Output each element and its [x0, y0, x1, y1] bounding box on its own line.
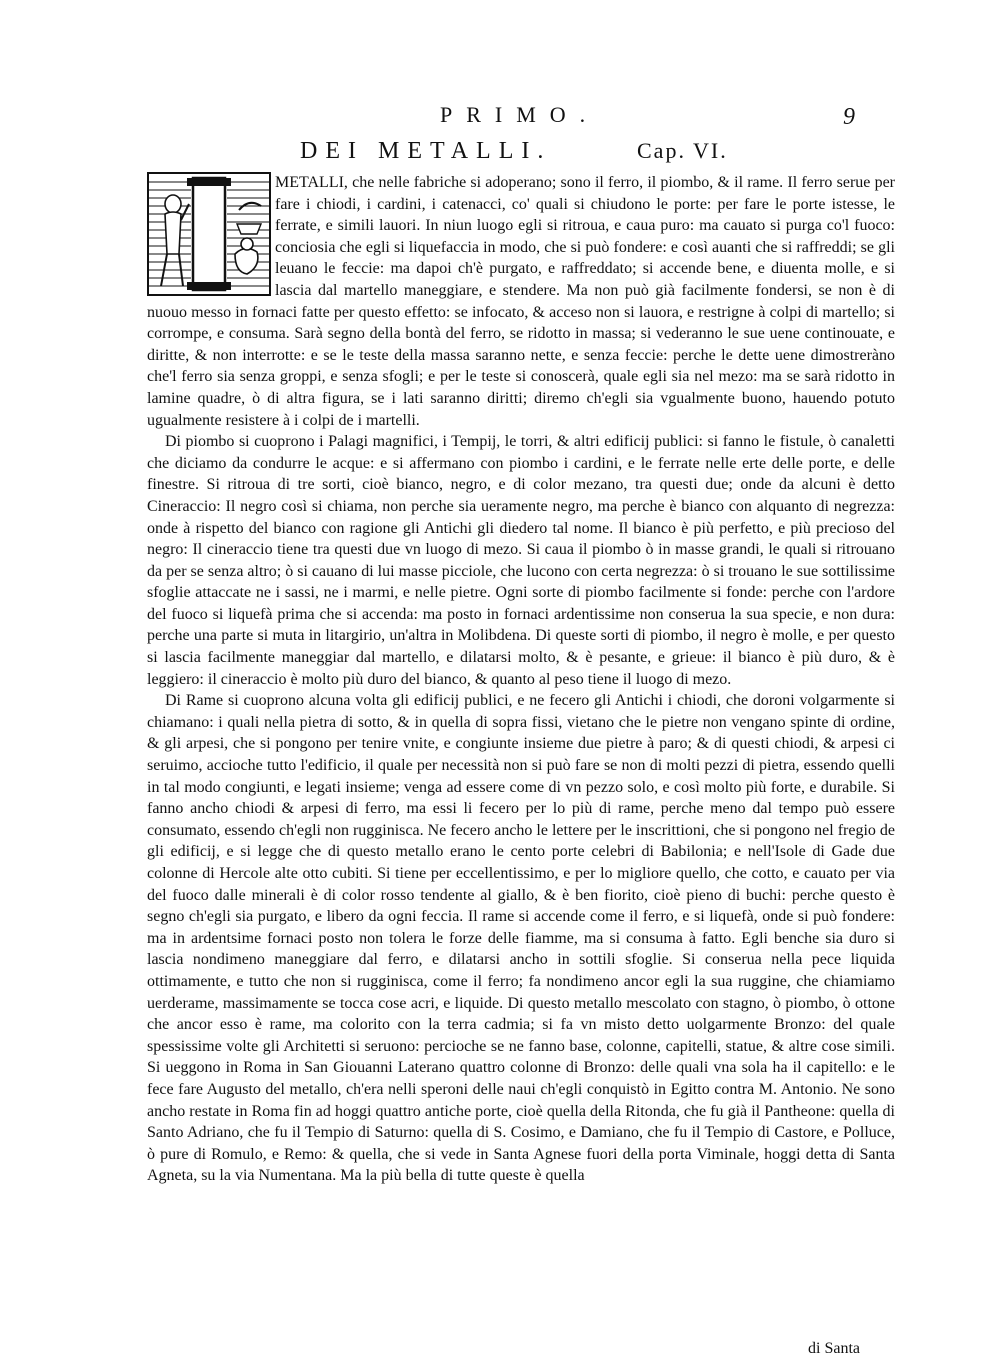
- chapter-number: Cap. VI.: [637, 138, 728, 163]
- main-text: [147, 172, 895, 1187]
- running-head: PRIMO.: [440, 102, 600, 127]
- text-paragraph: Di Rame si cuoprono alcuna volta gli edificij publici, e ne fecero gli Antichi i chiodi, che doroni volgarmente si chiamano: i quali nella pietra di sotto, & in quella di sopra fissi, vietano che le pietre non vengano spinte di ordine, & gli arpesi, che si pongono per tenire vnite, e congiunte insieme due pietre à paro; & di questi chiodi, & arpesi ci seruimo, accioche tutto l'edificio, il quale per necessità non si può fare se non di molti pezzi di pietra, essendo quelli in tal modo congiunti, e legati insieme; venga ad essere come di vn pezzo solo, e così molto più forte, e durabile. Si fanno ancho chiodi & arpesi di ferro, ma essi li fecero per lo più di rame, perche meno dal tempo può essere consumato, essendo ch'egli non rugginisca. Ne fecero ancho le lettere per le inscrittioni, che si pongono nel fregio de gli edificij, e si legge che di questo metallo erano le cento porte celebri di Babilonia; e nell'Isole di Gade due colonne di Hercole alte otto cubiti. Si tiene per eccellentissimo, e per lo migliore quello, che cotto, e cauato per via del fuoco dalle minerali è di color rosso tendente al giallo, & è ben fiorito, cioè pieno di buchi: perche questo è segno ch'egli sia purgato, e libero da ogni feccia. Il rame si accende come il ferro, e si liquefà, onde si può fondere: ma in ardentsime fornaci posto non tolera le forze delle fiamme, ma si consuma à fatto. Egli benche sia duro si lascia nondimeno maneggiare dal ferro, e dilatarsi ancho in sottili sfoglie. Si conserua nella pece liquida ottimamente, e tutto che non si rugginisca, come il ferro; fa nondimeno ancor egli la sua ruggine, che chiamiamo uerderame, massimamente se tocca cose acri, e liquide. Di questo metallo mescolato con stagno, ò piombo, ò ottone che ancor esso è rame, ma colorito con la terra cadmia; si fa vn misto detto uolgarmente Bronzo: del quale spessissime volte gli Architetti si seruono: percioche se ne fanno base, colonne, capitelli, statue, & altre cose simili. Si ueggono in Roma in San Giouanni Laterano quattro colonne di Bronzo: delle quali vna sola ha il capitello: e le fece fare Augusto del metallo, ch'era nelli speroni delle naui ch'egli conquistò in Egitto contra M. Antonio. Ne sono ancho restate in Roma fin ad hoggi quattro antiche porte, cioè quella della Ritonda, che fu già il Pantheone: quella di Santo Adriano, che fu il Tempio di Saturno: quella di S. Cosimo, e Damiano, che fu il Tempio di Castore, e Polluce, ò pure di Romulo, e Remo: & quella, che si vede in Santa Agnese fuori della porta Viminale, hoggi detta di Santa Agneta, su la via Numentana. Ma la più bella di tutte queste è quella: [147, 692, 895, 1185]
- chapter-title: DEI METALLI.: [300, 138, 552, 164]
- page-number: 9: [843, 104, 855, 130]
- text-paragraph: [147, 172, 895, 431]
- chapter-heading: [0, 138, 1000, 172]
- text-paragraph: Di piombo si cuoprono i Palagi magnifici, i Tempij, le torri, & altri edificij publici: si fanno le fistule, ò canaletti che diciamo da condurre le acque: e si affermano con piombo i cardini, e le ferrate nelle erte delle porte, e delle finestre. Si ritroua di tre sorti, cioè bianco, negro, e di color mezano, tra questi due; onde da alcuni è detto Cineraccio: Il negro così si chiama, non perche sia ueramente negro, ma perche è bianco con alquanto di negrezza: onde à rispetto del bianco con ragione gli Antichi gli diedero tal nome. Il bianco è più perfetto, e più precioso del negro: Il cineraccio tiene tra questi due vn luogo di mezo. Si caua il piombo ò in masse grandi, le quali si ritrouano da per se senza altro; ò si cauano di lui masse picciole, che lucono con certa negrezza: ò si trouano le sue sottilissime sfoglie attaccate ne i sassi, ne i marmi, e nelle pietre. Ogni sorte di piombo facilmente si fonde: perche con l'ardore del fuoco si liquefà prima che si accenda: ma posto in fornaci ardentissime non conserua la sua specie, e non dura: perche una parte si muta in litargirio, un'altra in Molibdena. Di queste sorti di piombo, il negro è molle, e per questo si lascia facilmente maneggiar dal martello, e dilatarsi molto, & è pesante, e grieue: il bianco è più duro, & è leggiero: il cineraccio è molto più duro del bianco, & quanto al peso tiene il luogo di mezo.: [147, 433, 895, 688]
- paragraph-text: METALLI, che nelle fabriche si adoperano; sono il ferro, il piombo, & il rame. Il ferro serue per fare i chiodi, i cardini, i catenacci, co' quali si chiudono le porte: per fare le porte istesse, le ferrate, e simili lauori. In niun luogo egli si ritroua, e caua puro: ma cauato si purga co'l fuoco: conciosia che egli si liquefaccia in modo, che si può fondere: e così auanti che si raffreddi; se gli leuano le feccie: ma dapoi ch'è purgato, e raffreddato; si accende bene, e diuenta molle, e si lascia dal martello maneggiare, e stendere. Ma non può già facilmente fondersi, se non è di nuouo messo in fornaci fatte per questo effetto: se infocato, & acceso non si lauora, e restrigne à colpi di martello; si corrompe, e consuma. Sarà segno della bontà del ferro, se ridotto in massa; si vederanno le sue uene continouate, e diritte, & non interrotte: e se le teste della massa saranno nette, e senza feccie: perche le dette uene dimostreràno che'l ferro sia senza groppi, e senza sfogli; e per le teste si conoscerà, quale egli sia nel mezo: ma se sarà ridotto in lamine quadre, ò di altra figura, se i lati saranno diritti; diremo ch'egli sia vgualmente buono, hauendo potuto ugualmente resistere à i colpi de i martelli.: [147, 174, 895, 429]
- catchword: di Santa: [808, 1340, 860, 1357]
- initial-spacer: [147, 172, 273, 296]
- page-header: [0, 102, 1000, 138]
